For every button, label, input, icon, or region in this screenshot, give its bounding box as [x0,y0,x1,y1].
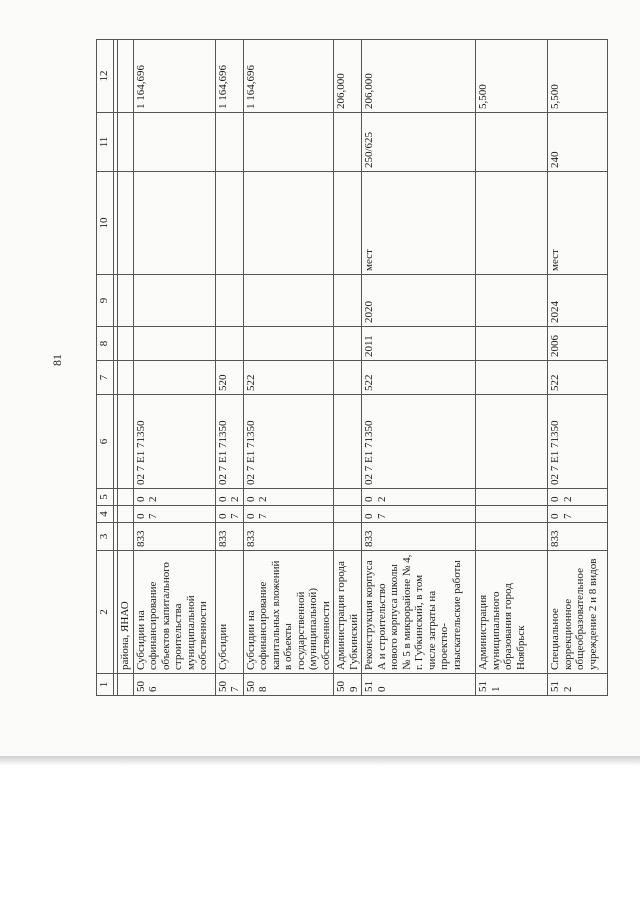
header-row [97,40,114,696]
table-cell [215,113,243,172]
table-cell: 2024 [548,275,608,327]
table-cell: 1 164,696 [215,40,243,113]
row-number-cell: 512 [548,674,608,696]
table-cell [476,395,548,489]
row-number-cell: 509 [334,674,362,696]
table-cell [243,275,334,327]
table-cell: 250/625 [362,113,476,172]
header-cell: 7 [97,361,114,395]
table-cell: 02 7 E1 71350 [362,395,476,489]
table-cell [243,327,334,361]
table-cell [133,361,215,395]
table-cell [334,489,362,506]
table-cell [118,489,134,506]
table-cell [243,113,334,172]
header-cell: 3 [97,523,114,551]
table-cell [476,172,548,275]
table-cell [334,506,362,523]
table-cell [334,172,362,275]
table-cell: мест [362,172,476,275]
table-cell: 833 [133,523,215,551]
header-cell: 4 [97,506,114,523]
header-cell: 1 [97,674,114,696]
header-cell: 5 [97,489,114,506]
table-cell [334,113,362,172]
table-row [215,40,243,696]
row-number-cell: 507 [215,674,243,696]
row-number-cell: 506 [133,674,215,696]
table-cell: 833 [362,523,476,551]
row-number-cell [118,674,134,696]
table-cell: 2006 [548,327,608,361]
description-cell: района, ЯНАО [118,551,134,674]
table-cell: 02 7 E1 71350 [133,395,215,489]
table-cell: 02 7 E1 71350 [215,395,243,489]
table-cell: 833 [215,523,243,551]
description-cell: Специальное коррекционное общеобразовательное учреждение 2 и 8 видов [548,551,608,674]
table-cell [118,327,134,361]
header-cell: 6 [97,395,114,489]
table-cell: 240 [548,113,608,172]
row-number-cell: 511 [476,674,548,696]
description-cell: Реконструкция корпуса А и строительство нового корпуса школы № 5 в микрорайоне № 4, г. Губкинский, в том числе затраты на проектно-изыскательские работы [362,551,476,674]
table-cell [118,113,134,172]
table-cell [133,172,215,275]
table-cell: 833 [548,523,608,551]
table-cell [243,172,334,275]
table-cell [334,361,362,395]
table-row [118,40,134,696]
table-cell: 2020 [362,275,476,327]
table-cell [334,275,362,327]
table-cell [215,327,243,361]
table-row [133,40,215,696]
table-cell [476,327,548,361]
table-cell: 1 164,696 [133,40,215,113]
table-cell [476,506,548,523]
table-cell: 07 [243,506,334,523]
table-cell: мест [548,172,608,275]
description-cell: Администрация муниципального образования город Ноябрьск [476,551,548,674]
table-cell: 02 [215,489,243,506]
table-cell: 1 164,696 [243,40,334,113]
table-cell [118,172,134,275]
table-cell [133,327,215,361]
table-cell [334,327,362,361]
table-cell: 07 [362,506,476,523]
table-cell: 02 7 E1 71350 [243,395,334,489]
scan-edge [0,756,640,766]
header-cell: 12 [97,40,114,113]
row-number-cell: 508 [243,674,334,696]
table-cell: 520 [215,361,243,395]
table-row [362,40,476,696]
page-number: 81 [50,354,64,366]
description-cell: Субсидии на софинансирование объектов капитального строительства муниципальной собственности [133,551,215,674]
table-row [548,40,608,696]
table-cell: 07 [133,506,215,523]
header-cell: 10 [97,172,114,275]
table-cell: 206,000 [334,40,362,113]
table-cell [133,113,215,172]
table-cell: 5,500 [476,40,548,113]
table-cell [476,113,548,172]
table-cell [118,506,134,523]
table-cell: 02 [548,489,608,506]
table-cell [476,361,548,395]
header-cell: 11 [97,113,114,172]
table-cell: 02 [243,489,334,506]
description-cell: Субсидии на софинансирование капитальных вложений в объекты государственной (муниципальной) собственности [243,551,334,674]
table-cell: 522 [362,361,476,395]
table-cell [334,395,362,489]
table-cell [476,275,548,327]
table-cell: 2011 [362,327,476,361]
table-body [118,40,608,696]
row-number-cell: 510 [362,674,476,696]
table-cell: 5,500 [548,40,608,113]
table-cell: 02 [362,489,476,506]
table-row [476,40,548,696]
table-row [243,40,334,696]
table-cell: 02 [133,489,215,506]
table-cell [215,275,243,327]
rotated-table-wrapper [96,40,599,696]
table-cell: 833 [243,523,334,551]
table-cell: 07 [548,506,608,523]
table-cell [334,523,362,551]
header-cell: 8 [97,327,114,361]
budget-table [96,39,608,696]
table-cell: 522 [548,361,608,395]
table-cell: 02 7 E1 71350 [548,395,608,489]
table-cell: 206,000 [362,40,476,113]
table-cell [118,40,134,113]
table-cell [118,395,134,489]
table-cell [133,275,215,327]
table-cell [118,275,134,327]
description-cell: Субсидии [215,551,243,674]
table-row [334,40,362,696]
table-cell: 07 [215,506,243,523]
header-cell: 2 [97,551,114,674]
table-cell: 522 [243,361,334,395]
description-cell: Администрация города Губкинский [334,551,362,674]
header-cell: 9 [97,275,114,327]
table-cell [118,523,134,551]
table-cell [476,523,548,551]
table-cell [215,172,243,275]
table-cell [118,361,134,395]
table-cell [476,489,548,506]
